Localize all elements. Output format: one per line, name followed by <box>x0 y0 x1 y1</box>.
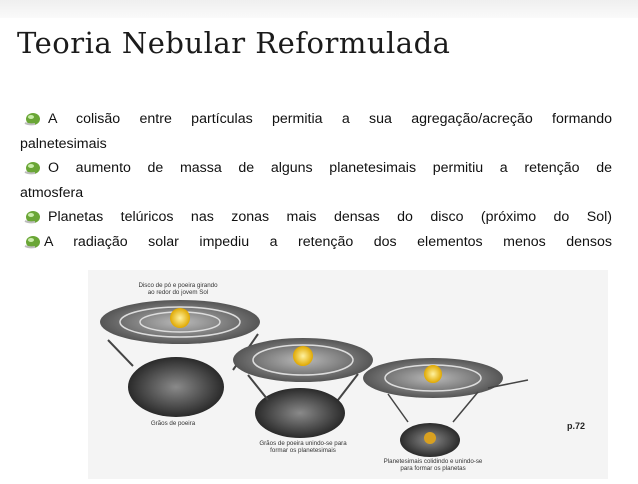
bullet-text-line: A colisão entre partículas permitia a sua agregação/acreção formando <box>48 111 612 127</box>
green-bullet-icon <box>23 209 41 224</box>
bullet-text-continuation: atmosfera <box>20 184 84 201</box>
bullet-text-line: A radiação solar impediu a retenção dos elementos menos densos <box>44 233 612 250</box>
arrow <box>388 394 408 422</box>
arrow <box>248 375 268 400</box>
bullet-item <box>20 205 612 230</box>
figure-label-grains-join: Grãos de poeira unindo-se para formar os planetesimais <box>259 440 347 454</box>
green-bullet-icon <box>23 234 41 249</box>
dust-cloud-2 <box>255 388 345 438</box>
disk-1 <box>100 300 260 344</box>
figure-label-grains: Grãos de poeira <box>150 420 196 427</box>
green-bullet-icon <box>23 111 41 126</box>
nebular-theory-figure <box>88 270 608 479</box>
disk-3 <box>363 358 503 398</box>
bullet-text-continuation: palnetesimais <box>20 135 107 152</box>
page-reference: p.72 <box>567 421 586 431</box>
bullet-item <box>20 230 612 255</box>
green-bullet-icon <box>23 160 41 175</box>
bullet-text-line: O aumento de massa de alguns planetesimais permitiu a retenção de <box>48 160 612 176</box>
disk-2 <box>233 338 373 382</box>
dust-cloud-1 <box>128 357 224 417</box>
figure-label-planetesimals: Planetesimais colidindo e unindo-se para formar os planetas <box>383 458 483 472</box>
arrow <box>108 340 133 366</box>
top-banner <box>0 0 638 18</box>
bullet-item <box>20 156 612 205</box>
bullet-text-line: Planetas telúricos nas zonas mais densas do disco (próximo do Sol) <box>48 209 612 225</box>
figure-label-disk: Disco de pó e poeira girando ao redor do jovem Sol <box>138 282 218 296</box>
slide-title: Teoria Nebular Reformulada <box>17 26 451 60</box>
bullet-list <box>20 107 612 254</box>
bullet-item <box>20 107 612 156</box>
